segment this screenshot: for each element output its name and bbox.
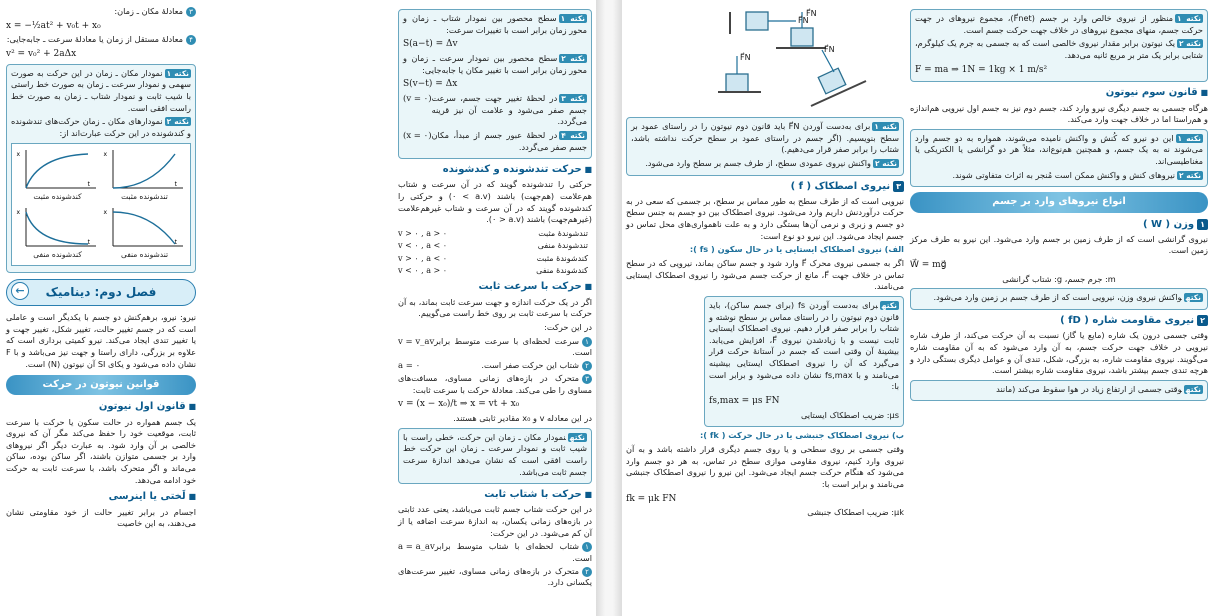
svg-text:t: t <box>174 239 177 247</box>
normal-force-diagrams <box>626 6 904 114</box>
kinetic-friction-formula: fk = μk FN <box>626 493 677 504</box>
third-law-text: هرگاه جسمی به جسم دیگری نیرو وارد کند، جسم دوم نیز به جسم اول نیرویی هم‌اندازه و هم‌راستا اما در خلاف جهت وارد می‌کند. <box>910 102 1208 125</box>
svg-text:x: x <box>15 150 20 158</box>
condition-row <box>398 253 592 264</box>
book-gutter <box>596 0 622 616</box>
condition-row <box>398 265 592 276</box>
note-box-net-force: نکته ۱منظور از نیروی خالص وارد بر جسم (F⃗net)، مجموع نیروهای در جهت حرکت جسم، منهای مجموع نیروهای در خلاف جهت حرکت جسم است. نکته ۲یک نیوتون برابر مقدار نیروی خالصی است که به جسمی به جرم یک کیلوگرم، شتابی برابر یک متر بر مربع ثانیه می‌دهد. F = ma ⇒ 1N = 1kg × 1 m/s² <box>910 9 1208 82</box>
section-banner-newton-laws: قوانین نیوتون در حرکت <box>6 375 196 395</box>
note-tag: نکته <box>1185 293 1201 303</box>
note-tag: نکته <box>569 432 585 442</box>
heading-constant-velocity: ■ حرکت با سرعت ثابت <box>398 280 592 294</box>
right-page-column-2 <box>910 6 1208 612</box>
heading-weight: ١وزن ( W ) <box>910 218 1208 232</box>
note-box-static-friction: نکتهبرای به‌دست آوردن fs (برای جسم ساکن)، باید قانون دوم نیوتون را در راستای مماس بر سطح نوشته و شتاب را برابر صفر قرار دهیم. نیروی اصطکاک ایستایی ثابت نیست و با زیادشدن نیروی F⃗، افزایش می‌یابد. بیشینهٔ آن وقتی است که جسم در آستانهٔ حرکت قرار می‌گیرد که آن را نیروی اصطکاک ایستایی بیشینه می‌نامند و با fs,max نشان داده می‌شود و برابر است با: fs,max = μs FN μs: ضریب اصطکاک ایستایی <box>704 296 904 428</box>
friction-text: نیرویی است که از طرف سطح به طور مماس بر سطح، بر جسمی که سعی در به حرکت درآوردنش داریم وارد می‌شود. نیروی اصطکاک بین دو جسم به جنس سطح دو جسم و زبری و نرمی آن‌ها بستگی دارد و به علت ناهمواری‌های محل تماس دو جسم ایجاد می‌شود. این نیرو دو نوع است: <box>626 195 904 241</box>
constant-velocity-text: اگر در یک حرکت اندازه و جهت سرعت ثابت بماند، به آن حرکت با سرعت ثابت بر روی خط راست می‌گوییم. <box>398 296 592 319</box>
condition-label: تندشوندهٔ مثبت <box>538 229 588 239</box>
note-tag: نکته ۴ <box>561 131 585 141</box>
heading-uniform-acceleration: ■ حرکت با شتاب ثابت <box>398 488 592 502</box>
static-friction-coefficient: μs: ضریب اصطکاک ایستایی <box>800 409 899 420</box>
heading-kinetic-friction: ب) نیروی اصطکاک جنبشی یا در حال حرکت ( fk ): <box>699 430 904 441</box>
note-box-areas: نکته ۱سطح محصور بین نمودار شتاب ـ زمان و محور زمان برابر است با تغییرات سرعت: S(a−t) = Δv نکته ۲سطح محصور بین نمودار سرعت ـ زمان و محور زمان برابر است با تغییر مکان یا جابه‌جایی: S(v−t) = Δx نکته ۳در لحظهٔ تغییر جهت جسم، سرعت جسم صفر می‌شود و علامت آن نیز قرینه می‌گردد. (v = ٠) نکته ۴در لحظهٔ عبور جسم از مبدأ، مکان جسم صفر می‌گردد. (x = ٠) <box>398 9 592 159</box>
constant-velocity-formula: v = (x − x₀)/t ⇒ x = vt + x₀ <box>398 399 520 410</box>
heading-static-friction: الف) نیروی اصطکاک ایستایی یا در حال سکون ( fs ): <box>689 244 904 255</box>
normal-force-label: F⃗N <box>798 16 809 25</box>
note-tag: نکته <box>881 300 897 310</box>
note-tag: نکته ۱ <box>1177 133 1201 143</box>
heading-first-law: ■ قانون اول نیوتون <box>6 400 196 414</box>
condition-label: کندشوندهٔ مثبت <box>536 253 588 263</box>
condition-list <box>398 228 592 276</box>
section-banner-force-types: انواع نیروهای وارد بر جسم <box>910 192 1208 212</box>
svg-text:x: x <box>15 209 20 217</box>
newton-unit-formula: F = ma ⇒ 1N = 1kg × 1 m/s² <box>915 64 1048 75</box>
note-tag: نکته ۲ <box>1179 170 1201 180</box>
weight-variables: m: جرم جسم، g: شتاب گرانشی <box>1002 273 1116 284</box>
note-tag: نکته ۱ <box>874 122 897 131</box>
motion-graphs-grid <box>11 143 191 266</box>
graph-accel-negative: t x تندشونده منفی <box>102 209 177 260</box>
normal-force-label: F⃗N <box>740 53 751 62</box>
note-box-normal-force: نکته ۱برای به‌دست آوردن F⃗N باید قانون دوم نیوتون را در راستای عمود بر سطح بنویسیم. (اگر جسم در راستای عمود بر سطح حرکت نداشته باشد، شتاب را برابر صفر قرار می‌دهیم.) نکته ۲واکنش نیروی عمودی سطح، از طرف جسم بر سطح وارد می‌شود. <box>626 117 904 176</box>
condition-row <box>398 240 592 251</box>
condition-label: تندشوندهٔ منفی <box>537 241 588 251</box>
uniform-acceleration-text: در این حرکت شتاب جسم ثابت می‌باشد، یعنی عدد ثابتی در بازه‌های زمانی یکسان، به اندازهٔ سرعت اضافه یا از آن کم می‌شود. در این حرکت: <box>398 504 592 538</box>
static-friction-text: اگر به جسمی نیروی محرک F⃗ وارد شود و جسم ساکن بماند، نیرویی که در سطح تماس در خلاف جهت F⃗، مانع از حرکت جسم می‌شود را نیروی اصطکاک ایستایی می‌نامند. <box>626 257 904 292</box>
item-3: ٣معادلهٔ مکان ـ زمان: <box>6 6 196 18</box>
accel-decel-text: حرکتی را تندشونده گویند که در آن سرعت و شتاب هم‌علامت (هم‌جهت) باشند (a.v > ٠) و حرکتی را کندشونده گویند که در آن سرعت و شتاب غیرهم‌علامت (غیرهم‌جهت) باشند (a.v < ٠). <box>398 179 592 225</box>
condition-row <box>398 228 592 239</box>
heading-accel-decel: ■ حرکت تندشونده و کندشونده <box>398 163 592 177</box>
condition-formula: v > ٠ , a < ٠ <box>398 253 448 263</box>
condition-formula: v < ٠ , a < ٠ <box>398 241 448 251</box>
graph-accel-positive: t x تندشونده مثبت <box>102 150 177 201</box>
note-box-fluid-drag: نکتهوقتی جسمی از ارتفاع زیاد در هوا سقوط می‌کند (مانند <box>910 380 1208 402</box>
first-law-text: یک جسم همواره در حالت سکون یا حرکت با سرعت ثابت، موقعیت خود را حفظ می‌کند مگر آن که نیروی خالصی بر آن وارد شود. به عبارت دیگر اگر نیروهای وارد بر جسمی متوازن باشند، اگر ساکن بوده، ساکن می‌ماند و اگر متحرک باشد، با سرعت ثابت به حرکت خود ادامه می‌دهد. <box>6 416 196 485</box>
note-tag: نکته ۳ <box>561 94 585 104</box>
note-tag: نکته ۲ <box>166 117 189 127</box>
item-4: ۴معادلهٔ مستقل از زمان یا معادلهٔ سرعت ـ جابه‌جایی: <box>6 34 196 46</box>
normal-force-label: F⃗N <box>806 9 817 18</box>
position-equation: x = −½at² + v₀t + x₀ <box>6 20 101 31</box>
note-tag: نکته ۱ <box>166 68 189 78</box>
note-tag: نکته ۲ <box>561 54 585 64</box>
note-tag: نکته ۲ <box>1179 39 1201 49</box>
note-tag: نکته ۱ <box>560 14 585 23</box>
note-tag: نکته ۲ <box>875 158 897 168</box>
heading-friction: ٣نیروی اصطکاک ( f ) <box>626 180 904 194</box>
note-box-third-law: نکته ۱این دو نیرو که کُنش و واکنش نامیده می‌شوند، همواره به دو جسم وارد می‌شوند نه به یک جسم، و همچنین هم‌نوع‌اند، مثلاً هر دو گرانشی یا الکتریکی یا مغناطیسی‌اند. نکته ۲نیروهای کنش و واکنش ممکن است مُنجر به اثرات متفاوتی شوند. <box>910 129 1208 188</box>
svg-text:x: x <box>102 209 107 217</box>
svg-text:t: t <box>174 180 177 188</box>
area-formula-2: S(v−t) = Δx <box>403 79 458 90</box>
area-formula-1: S(a−t) = Δv <box>403 39 458 50</box>
graph-decel-positive: t x کندشونده مثبت <box>15 150 90 201</box>
inertia-text: اجسام در برابر تغییر حالت از خود مقاومتی نشان می‌دهند، به این خاصیت <box>6 506 196 529</box>
condition-label: کندشوندهٔ منفی <box>536 266 588 276</box>
fluid-drag-text: وقتی جسمی درون یک شاره (مایع یا گاز) نسبت به آن حرکت می‌کند، از طرف شاره نیرویی در خلاف جهت حرکت جسم، به آن وارد می‌شود که به آن مقاومت شاره می‌گویند. نیروی مقاومت شاره، به بزرگی، شکل، تندی آن و عوامل دیگری بستگی دارد و هرچه تندی جسم بیشتر باشد، نیروی مقاومت شاره بیشتر است. <box>910 330 1208 376</box>
left-page-column-1 <box>6 6 196 612</box>
normal-force-label: F⃗N <box>824 45 835 54</box>
heading-third-law: ■ قانون سوم نیوتون <box>910 86 1208 100</box>
right-page-column-1 <box>626 6 904 612</box>
note-box-weight: نکتهواکنش نیروی وزن، نیرویی است که از طرف جسم بر زمین وارد می‌شود. <box>910 288 1208 310</box>
note-box-constant-velocity: نکتهنمودار مکان ـ زمان این حرکت، خطی راست با شیب ثابت و نمودار سرعت ـ زمان این حرکت خط راست افقی است که نشان می‌دهد اندازهٔ سرعت جسم ثابت می‌باشد. <box>398 428 592 485</box>
svg-text:x: x <box>102 150 107 158</box>
weight-formula: W⃗ = mg⃗ <box>910 260 947 271</box>
velocity-displacement-equation: v² = v₀² + 2aΔx <box>6 49 77 60</box>
constant-velocity-constants: در این معادله v و x₀ مقادیر ثابتی هستند. <box>453 412 592 423</box>
svg-text:t: t <box>87 180 90 188</box>
left-page-column-2: نکته ۱سطح محصور بین نمودار شتاب ـ زمان و محور زمان برابر است با تغییرات سرعت: S(a−t) = Δv نکته ۲سطح محصور بین نمودار سرعت ـ زمان و محور زمان برابر است با تغییر مکان یا جابه‌جایی: S(v−t) = Δx نکته ۳در لحظهٔ تغییر جهت جسم، سرعت جسم صفر می‌شود و علامت آن نیز قرینه می‌گردد. (v = ٠) نکته ۴در لحظهٔ عبور جسم از مبدأ، مکان جسم صفر می‌گردد. (x = ٠) ■ حرکت تندشونده و کندشونده حرکتی را تندشونده گویند که در آن سرعت و شتاب هم‌علامت (هم‌جهت) باشند (a.v > ٠) و حرکتی را کندشونده گویند که در آن سرعت و شتاب غیرهم‌علامت (غیرهم‌جهت) باشند (a.v < ٠). v > ٠ , a > ٠ تندشوندهٔ مثبت v < ٠ , a < ٠ تندشوندهٔ منفی v > ٠ , a < ٠ کندشوندهٔ مثبت v < ٠ , a > ٠ کندشوندهٔ منفی ■ حرکت با سرعت ثابت اگر در یک حرکت اندازه و جهت سرعت ثابت بماند، به آن حرکت با سرعت ثابت بر روی خط راست می‌گوییم. در این حرکت: ١سرعت لحظه‌ای با سرعت متوسط برابر است. v = v_av ٢شتاب این حرکت صفر است. a = ٠ ٣متحرک در بازه‌های زمانی مساوی، مسافت‌های مساوی را طی می‌کند. معادلهٔ حرکت با سرعت ثابت: v = (x − x₀)/t ⇒ x = vt + x₀ در این معادله v و x₀ مقادیر ثابتی هستند. نکتهنمودار مکان ـ زمان این حرکت، خطی راست با شیب ثابت و نمودار سرعت ـ زمان این حرکت خط راست افقی است که نشان می‌دهد اندازهٔ سرعت جسم ثابت می‌باشد. ■ حرکت با شتاب ثابت در این حرکت شتاب جسم ثابت می‌باشد، یعنی عدد ثابتی در بازه‌های زمانی یکسان، به اندازهٔ سرعت اضافه یا از آن کم می‌شود. در این حرکت: ١شتاب لحظه‌ای با شتاب متوسط برابر است. a = a_av ٢متحرک در بازه‌های زمانی مساوی، تغییر سرعت‌های یکسانی دارد. <box>398 6 592 612</box>
graph-decel-negative: t x کندشونده منفی <box>15 209 90 260</box>
note-box-graphs: نکته ۱نمودار مکان ـ زمان در این حرکت به صورت سهمی و نمودار سرعت ـ زمان به صورت خط راستی با شیب ثابت و نمودار شتاب ـ زمان به صورت خط راست افقی است. نکته ۲نمودارهای مکان ـ زمان حرکت‌های تندشونده و کندشونده در این حرکت عبارت‌اند از: t x تندشونده مثبت t x کندشونده مثبت t x تندشونده منفی t x کندشونده منفی <box>6 64 196 273</box>
kinetic-friction-coefficient: μk: ضریب اصطکاک جنبشی <box>807 507 904 518</box>
static-friction-formula: fs,max = μs FN <box>709 396 780 406</box>
note-tag: نکته ۱ <box>1177 14 1201 23</box>
constant-velocity-sub: در این حرکت: <box>544 321 592 332</box>
kinetic-friction-text: وقتی جسمی بر روی سطحی و یا روی جسم دیگری قرار داشته باشد و به آن نیروی وارد کنیم، نیروی مقاومی موازی سطح در تماس، به هر دو جسم وارد می‌شود که هنگام حرکت جسم ایجاد می‌شود. این نیرو را نیروی اصطکاک جنبشی می‌نامند و برابر است با: <box>626 444 904 489</box>
force-definition: نیرو: نیرو، برهم‌کنش دو جسم با یکدیگر است و عاملی است که در جسم تغییر حالت، تغییر شکل، تغییر جهت و یا تغییر تندی ایجاد می‌کند. نیرو کمیتی برداری است که علاوه بر بزرگی، دارای راستا و جهت نیز می‌باشد و با F نشان داده می‌شود و یکای SI آن نیوتون (N) است. <box>6 311 196 369</box>
condition-formula: v < ٠ , a > ٠ <box>398 266 448 276</box>
condition-formula: v > ٠ , a > ٠ <box>398 229 448 239</box>
svg-text:t: t <box>87 239 90 247</box>
heading-fluid-drag: ٢نیروی مقاومت شاره ( fD ) <box>910 314 1208 328</box>
heading-inertia: ■ لَختی یا اینرسی <box>6 490 196 504</box>
weight-text: نیروی گرانشی است که از طرف زمین بر جسم وارد می‌شود. این نیرو به طرف مرکز زمین است. <box>910 233 1208 256</box>
chapter-heading: ← فصل دوم: دینامیک <box>6 279 196 306</box>
arrow-icon: ← <box>11 282 29 300</box>
note-tag: نکته <box>1185 384 1201 394</box>
